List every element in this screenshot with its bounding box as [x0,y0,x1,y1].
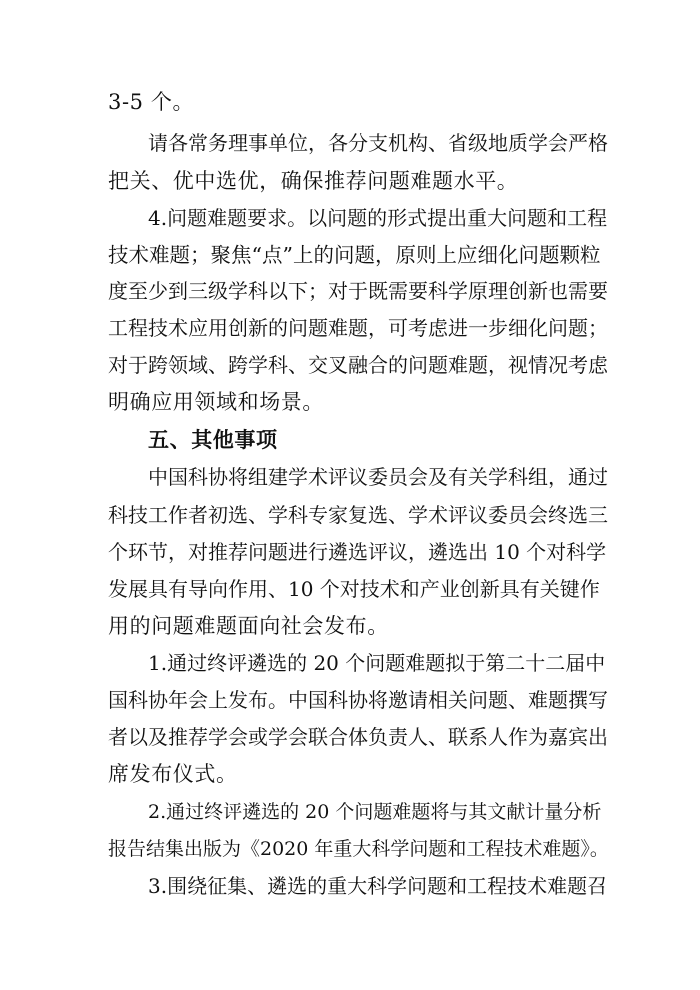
text-line: 用的问题难题面向社会发布。 [108,614,389,638]
text-line: 1.通过终评遴选的 20 个问题难题拟于第二十二届中 [148,651,606,675]
text-line: 把关、优中选优，确保推荐问题难题水平。 [108,169,519,193]
text-line: 3.围绕征集、遴选的重大科学问题和工程技术难题召 [148,874,608,898]
text-line: 国科协年会上发布。中国科协将邀请相关问题、难题撰写 [108,688,608,712]
text-line: 明确应用领域和场景。 [108,390,324,414]
text-line: 对于跨领域、跨学科、交叉融合的问题难题，视情况考虑 [108,353,608,377]
text-line: 发展具有导向作用、10 个对技术和产业创新具有关键作 [108,577,600,601]
text-line: 4.问题难题要求。以问题的形式提出重大问题和工程 [148,206,608,230]
text-line: 工程技术应用创新的问题难题，可考虑进一步细化问题； [108,316,608,340]
text-line: 度至少到三级学科以下；对于既需要科学原理创新也需要 [108,279,608,303]
text-line: 者以及推荐学会或学会联合体负责人、联系人作为嘉宾出 [108,725,608,749]
text-line: 席发布仪式。 [108,762,238,786]
text-line: 科技工作者初选、学科专家复选、学术评议委员会终选三 [108,503,608,527]
text-line: 中国科协将组建学术评议委员会及有关学科组，通过 [148,465,608,489]
text-line: 报告结集出版为《2020 年重大科学问题和工程技术难题》。 [108,838,609,860]
text-line: 技术难题；聚焦“点”上的问题，原则上应细化问题颗粒 [108,243,601,267]
text-line: 请各常务理事单位，各分支机构、省级地质学会严格 [148,131,608,155]
section-heading: 五、其他事项 [148,428,278,452]
text-line: 3-5 个。 [108,90,195,114]
text-line: 个环节，对推荐问题进行遴选评议，遴选出 10 个对科学 [108,540,607,564]
text-line: 2.通过终评遴选的 20 个问题难题将与其文献计量分析 [148,801,602,823]
